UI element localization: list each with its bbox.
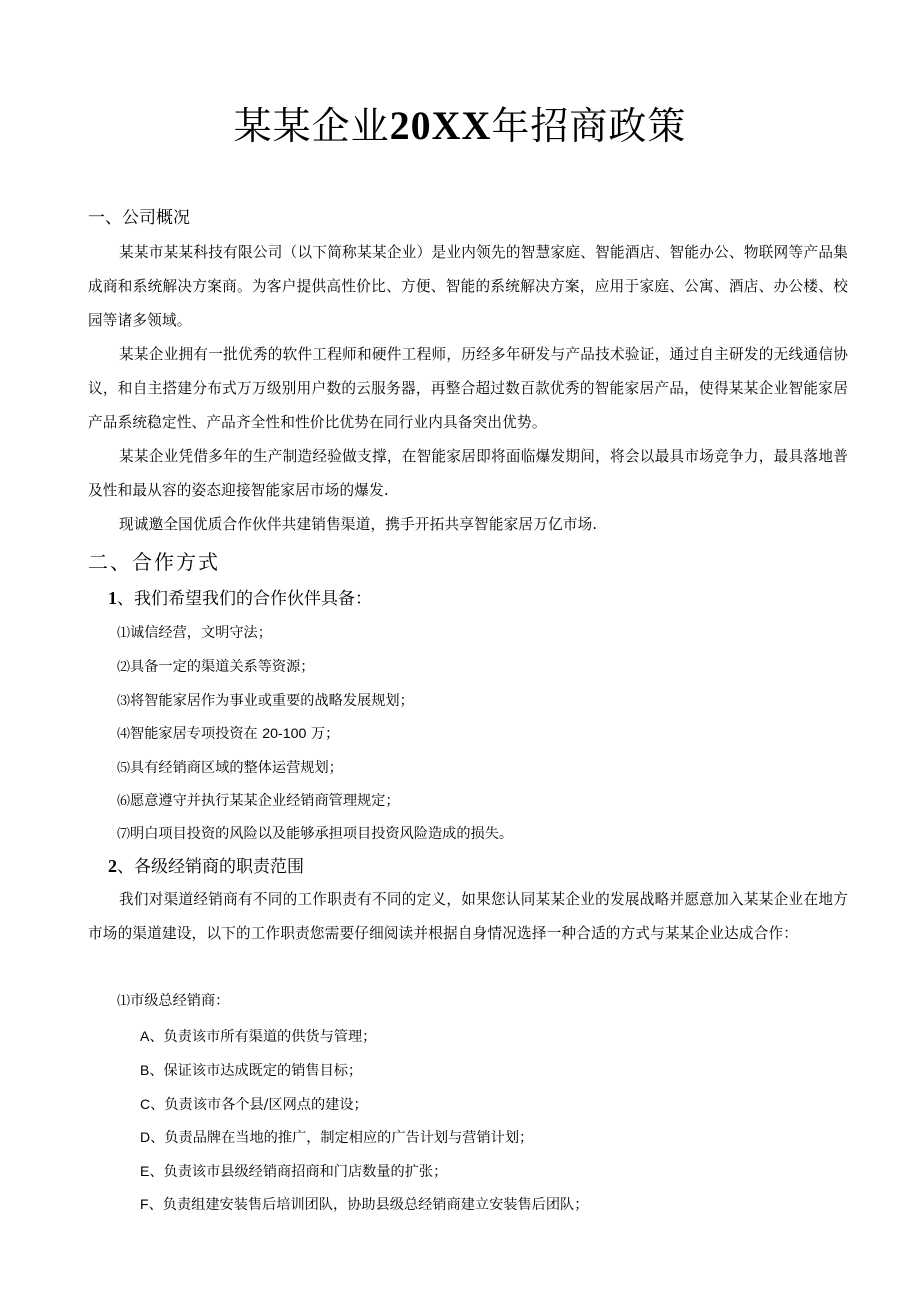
list-marker: ⑹ bbox=[117, 793, 131, 808]
list-marker: ⑶ bbox=[117, 693, 131, 708]
duty-marker: D bbox=[140, 1129, 151, 1145]
list-text: 万； bbox=[306, 726, 340, 742]
list-item bbox=[117, 690, 414, 712]
duty-text: 、负责该市所有渠道的供货与管理； bbox=[149, 1029, 377, 1045]
list-marker: ⑸ bbox=[117, 760, 131, 775]
list-text: 将智能家居作为事业或重要的战略发展规划； bbox=[130, 693, 414, 709]
document-title bbox=[0, 96, 920, 156]
paragraph-company-intro: 某某市某某科技有限公司（以下简称某某企业）是业内领先的智慧家庭、智能酒店、智能办公、物联网等产品集成商和系统解决方案商。为客户提供高性价比、方便、智能的系统解决方案，应用于家庭、公寓、酒店、办公楼、校园等诸多领域。 bbox=[88, 244, 848, 329]
paragraph-invitation: 现诚邀全国优质合作伙伴共建销售渠道，携手开拓共享智能家居万亿市场. bbox=[119, 516, 598, 533]
subsection-heading-requirements bbox=[108, 586, 372, 611]
duty-text: 、保证该市达成既定的销售目标； bbox=[149, 1063, 363, 1079]
list-marker: ⑴ bbox=[117, 625, 131, 640]
list-item bbox=[117, 790, 400, 812]
subsection-number: 1 bbox=[108, 588, 117, 608]
list-text: 明白项目投资的风险以及能够承担项目投资风险造成的损失。 bbox=[130, 826, 514, 842]
section-heading-cooperation: 二、合作方式 bbox=[88, 550, 220, 574]
list-item bbox=[117, 757, 343, 779]
list-item bbox=[117, 823, 513, 845]
subsection-title: 、各级经销商的职责范围 bbox=[117, 857, 304, 877]
duty-marker: E bbox=[140, 1163, 150, 1179]
list-text: 市级总经销商： bbox=[130, 993, 230, 1009]
duty-marker: A bbox=[140, 1028, 150, 1044]
subsection-title: 、我们希望我们的合作伙伴具备： bbox=[117, 589, 372, 609]
list-item bbox=[117, 723, 339, 745]
list-item bbox=[117, 656, 314, 678]
title-suffix: 年招商政策 bbox=[491, 104, 687, 148]
duty-item bbox=[140, 1059, 362, 1082]
list-text: 具备一定的渠道关系等资源； bbox=[130, 659, 315, 675]
dealer-level-heading bbox=[117, 990, 229, 1012]
list-item bbox=[117, 622, 272, 644]
paragraph-manufacturing: 某某企业凭借多年的生产制造经验做支撑，在智能家居即将面临爆发期间，将会以最具市场竞争力，最具落地普及性和最从容的姿态迎接智能家居市场的爆发. bbox=[88, 448, 848, 499]
paragraph-responsibilities-intro: 我们对渠道经销商有不同的工作职责有不同的定义，如果您认同某某企业的发展战略并愿意加入某某企业在地方市场的渠道建设，以下的工作职责您需要仔细阅读并根据自身情况选择一种合适的方式与某某企业达成合作： bbox=[88, 891, 848, 942]
duty-item bbox=[140, 1193, 588, 1216]
subsection-heading-responsibilities bbox=[108, 854, 304, 879]
duty-text: 、负责该市各个县/区网点的建设； bbox=[150, 1097, 368, 1113]
duty-item bbox=[140, 1093, 368, 1116]
duty-text: 、负责品牌在当地的推广，制定相应的广告计划与营销计划； bbox=[150, 1130, 534, 1146]
duty-marker: C bbox=[140, 1096, 151, 1112]
investment-amount: 20-100 bbox=[262, 726, 307, 742]
duty-marker: F bbox=[140, 1196, 149, 1212]
title-prefix: 某某企业 bbox=[233, 104, 390, 148]
duty-text: 、负责组建安装售后培训团队，协助县级总经销商建立安装售后团队； bbox=[148, 1197, 589, 1213]
paragraph-rnd: 某某企业拥有一批优秀的软件工程师和硬件工程师，历经多年研发与产品技术验证，通过自主研发的无线通信协议，和自主搭建分布式万万级别用户数的云服务器，再整合超过数百款优秀的智能家居产品，使得某某企业智能家居产品系统稳定性、产品齐全性和性价比优势在同行业内具备突出优势。 bbox=[88, 346, 848, 431]
list-marker: ⑵ bbox=[117, 659, 131, 674]
section-heading-company-overview: 一、公司概况 bbox=[88, 208, 190, 228]
duty-item bbox=[140, 1160, 447, 1183]
duty-text: 、负责该市县级经销商招商和门店数量的扩张； bbox=[149, 1164, 448, 1180]
list-marker: ⑺ bbox=[117, 826, 131, 841]
duty-item bbox=[140, 1126, 533, 1149]
title-year: 20XX bbox=[389, 103, 492, 148]
list-text: 智能家居专项投资在 bbox=[130, 726, 263, 742]
duty-item bbox=[140, 1025, 376, 1048]
list-text: 诚信经营，文明守法； bbox=[130, 625, 272, 641]
list-marker: ⑷ bbox=[117, 726, 131, 741]
list-marker: ⑴ bbox=[117, 993, 131, 1008]
duty-marker: B bbox=[140, 1062, 150, 1078]
subsection-number: 2 bbox=[108, 856, 117, 876]
list-text: 具有经销商区域的整体运营规划； bbox=[130, 760, 343, 776]
list-text: 愿意遵守并执行某某企业经销商管理规定； bbox=[130, 793, 400, 809]
